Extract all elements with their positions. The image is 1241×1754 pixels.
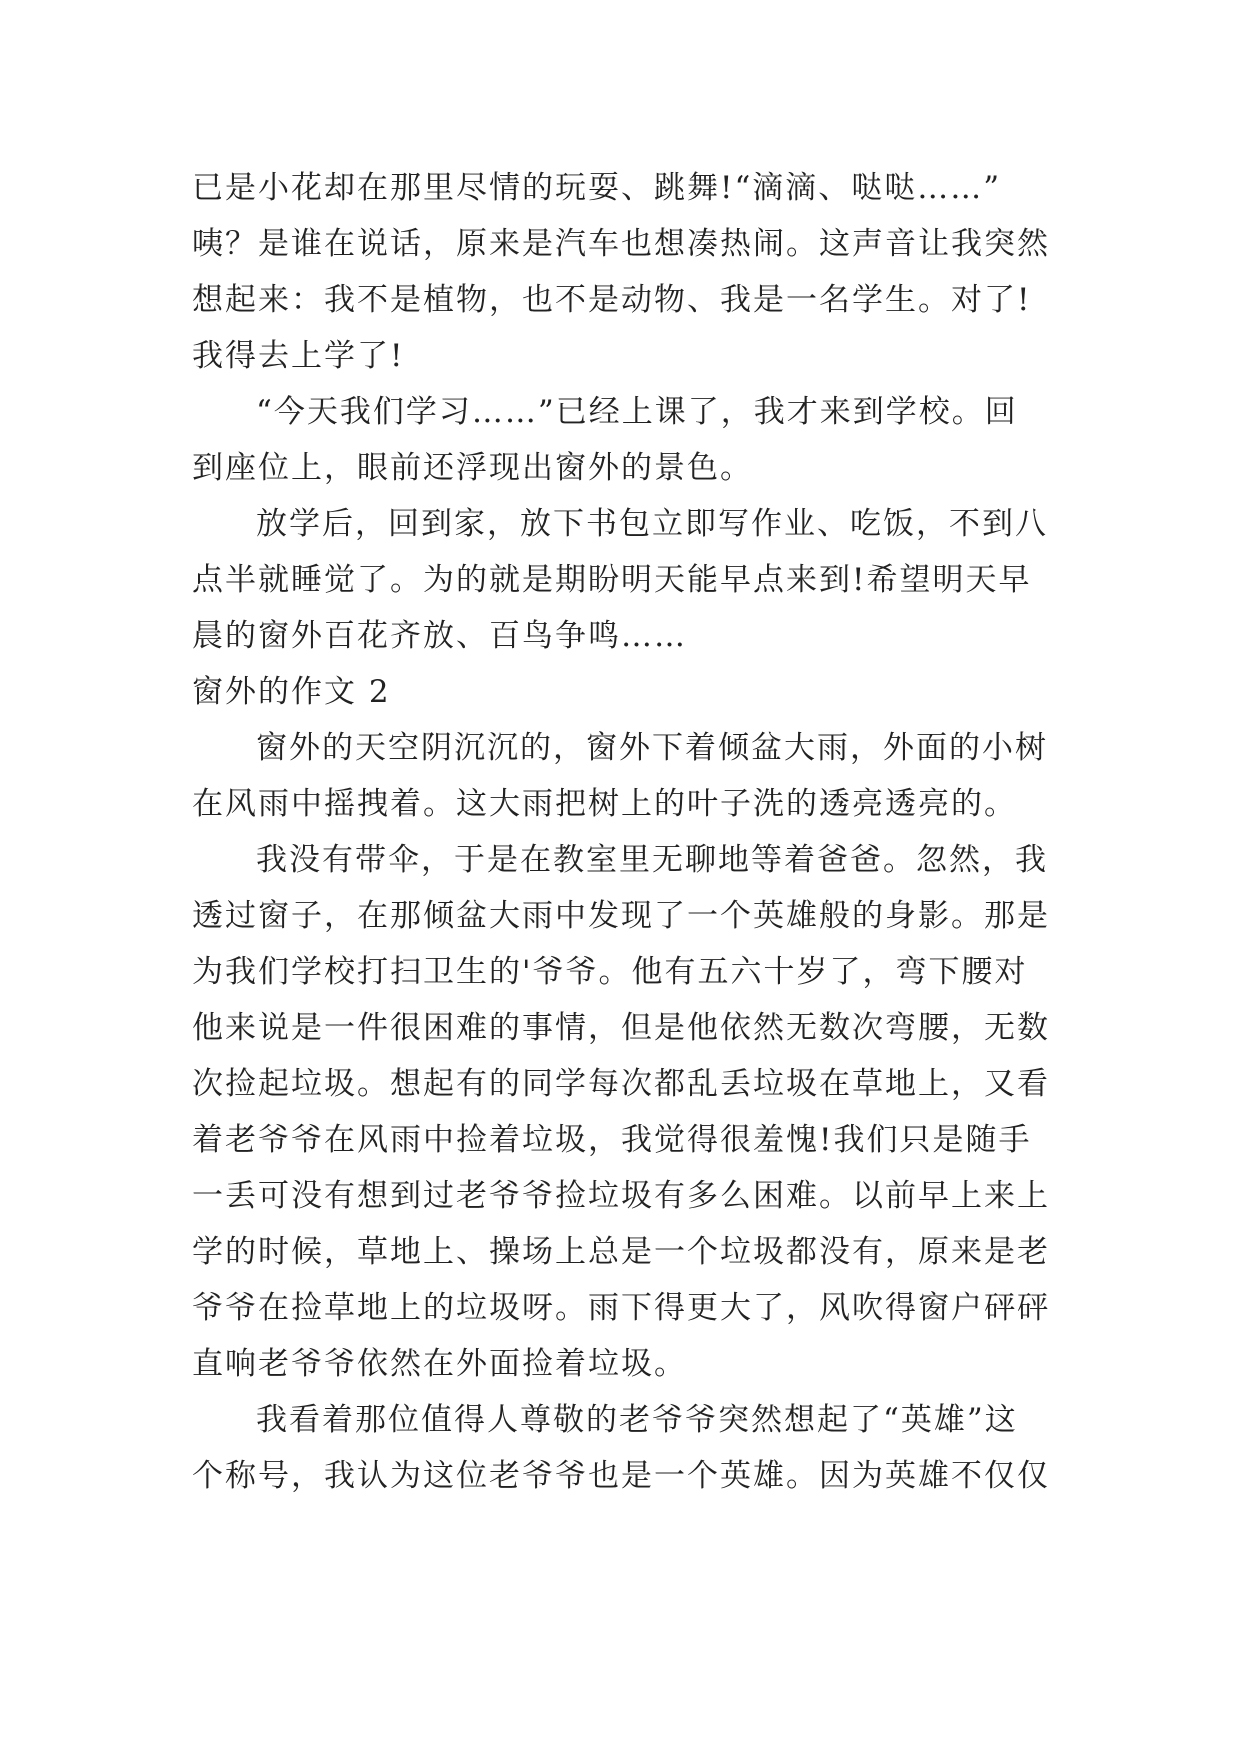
paragraph-first-line: 我看着那位值得人尊敬的老爷爷突然想起了“英雄”这 [256,1402,1018,1438]
text-line: 一丢可没有想到过老爷爷捡垃圾有多么困难。以前早上来上 [192,1178,1050,1214]
paragraph-first-line: 窗外的天空阴沉沉的，窗外下着倾盆大雨，外面的小树 [256,730,1048,766]
text-line: 咦？是谁在说话，原来是汽车也想凑热闹。这声音让我突然 [192,226,1050,262]
text-line: 直响老爷爷依然在外面捡着垃圾。 [192,1346,687,1382]
text-line: 个称号，我认为这位老爷爷也是一个英雄。因为英雄不仅仅 [192,1458,1050,1494]
text-line: 透过窗子，在那倾盆大雨中发现了一个英雄般的身影。那是 [192,898,1050,934]
essay-text [192,160,1072,1504]
text-line: 为我们学校打扫卫生的'爷爷。他有五六十岁了，弯下腰对 [192,954,1028,990]
text-line: 我得去上学了! [192,338,405,374]
text-line: 爷爷在捡草地上的垃圾呀。雨下得更大了，风吹得窗户砰砰 [192,1290,1050,1326]
paragraph-first-line: “今天我们学习……”已经上课了，我才来到学校。回 [256,394,1018,430]
text-line: 学的时候，草地上、操场上总是一个垃圾都没有，原来是老 [192,1234,1050,1270]
text-line: 着老爷爷在风雨中捡着垃圾，我觉得很羞愧!我们只是随手 [192,1122,1032,1158]
text-line: 他来说是一件很困难的事情，但是他依然无数次弯腰，无数 [192,1010,1050,1046]
paragraph-first-line: 放学后，回到家，放下书包立即写作业、吃饭，不到八 [256,506,1048,542]
text-line: 在风雨中摇拽着。这大雨把树上的叶子洗的透亮透亮的。 [192,786,1017,822]
text-line: 已是小花却在那里尽情的玩耍、跳舞!“滴滴、哒哒……” [192,170,1002,206]
section-heading: 窗外的作文 2 [192,674,391,710]
text-line: 次捡起垃圾。想起有的同学每次都乱丢垃圾在草地上，又看 [192,1066,1050,1102]
text-line: 到座位上，眼前还浮现出窗外的景色。 [192,450,753,486]
text-line: 晨的窗外百花齐放、百鸟争鸣…… [192,618,687,654]
text-line: 想起来：我不是植物，也不是动物、我是一名学生。对了! [192,282,1032,318]
paragraph-first-line: 我没有带伞，于是在教室里无聊地等着爸爸。忽然，我 [256,842,1048,878]
text-line: 点半就睡觉了。为的就是期盼明天能早点来到!希望明天早 [192,562,1032,598]
